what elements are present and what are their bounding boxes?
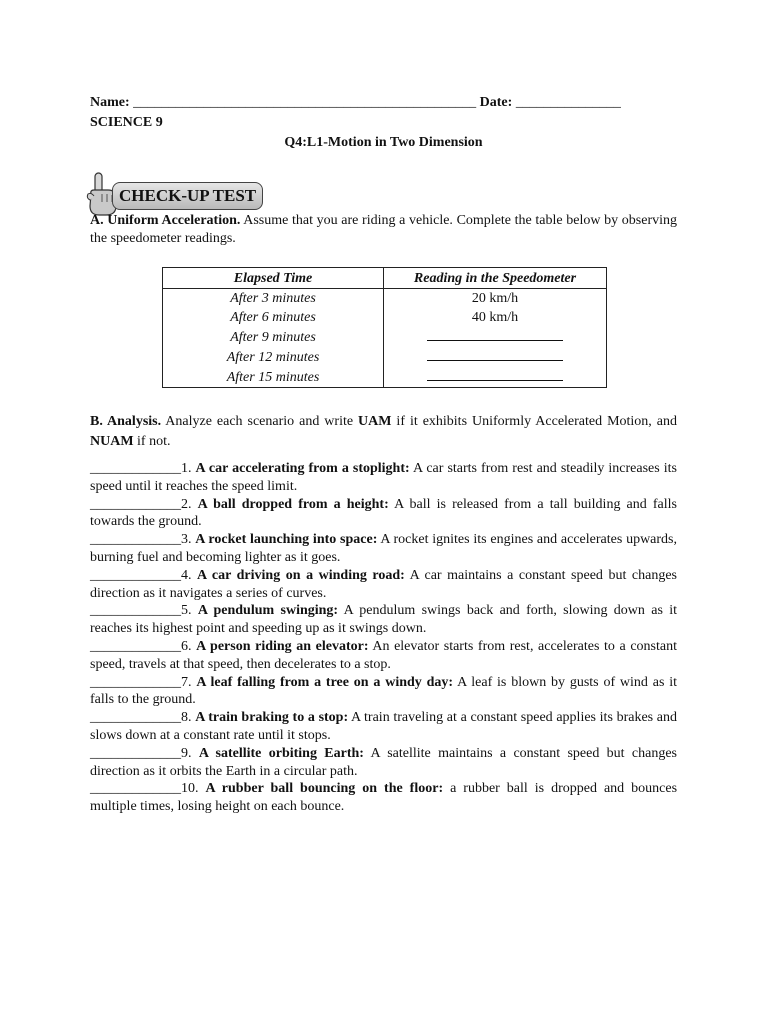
item-title: A pendulum swinging: bbox=[197, 603, 339, 619]
list-item bbox=[90, 674, 677, 710]
item-title: A car driving on a winding road: bbox=[197, 567, 405, 583]
reading-blank-cell[interactable] bbox=[384, 327, 607, 347]
table-row bbox=[163, 367, 607, 388]
item-number: 7. bbox=[181, 674, 192, 690]
table-row bbox=[163, 289, 607, 309]
answer-blank[interactable]: _____________ bbox=[90, 710, 181, 726]
name-date-line bbox=[90, 94, 677, 112]
item-description: A car maintains a constant speed but changes direction as it navigates a series of curves. bbox=[90, 567, 677, 601]
list-item bbox=[90, 567, 677, 603]
section-a-instructions bbox=[90, 212, 677, 248]
list-item bbox=[90, 780, 677, 816]
item-title: A train braking to a stop: bbox=[195, 710, 349, 726]
item-description: A leaf is blown by gusts of wind as it falls to the ground. bbox=[90, 674, 677, 708]
section-b-heading: B. Analysis. bbox=[90, 414, 162, 429]
item-number: 8. bbox=[181, 710, 192, 726]
table-header-row bbox=[163, 268, 607, 289]
list-item bbox=[90, 638, 677, 674]
answer-blank[interactable]: _____________ bbox=[90, 461, 181, 476]
answer-blank-line[interactable] bbox=[427, 347, 563, 361]
item-number: 9. bbox=[181, 745, 192, 761]
name-label: Name: bbox=[90, 95, 130, 110]
elapsed-time-cell: After 6 minutes bbox=[163, 308, 384, 327]
list-item bbox=[90, 531, 677, 567]
subject-label: SCIENCE 9 bbox=[90, 115, 163, 130]
answer-blank[interactable]: _____________ bbox=[90, 674, 181, 690]
speedometer-table bbox=[162, 267, 607, 388]
table-row bbox=[163, 327, 607, 347]
item-number: 5. bbox=[181, 603, 192, 619]
item-description: A satellite maintains a constant speed but changes direction as it orbits the Earth in a circular path. bbox=[90, 745, 677, 779]
section-a-text: Assume that you are riding a vehicle. Complete the table below by observing the speedometer readings. bbox=[90, 213, 677, 246]
item-title: A leaf falling from a tree on a windy day: bbox=[196, 674, 454, 690]
item-number: 1. bbox=[181, 461, 192, 476]
elapsed-time-cell: After 12 minutes bbox=[163, 347, 384, 367]
item-number: 4. bbox=[181, 567, 192, 583]
table-row bbox=[163, 308, 607, 327]
answer-blank[interactable]: _____________ bbox=[90, 745, 181, 761]
answer-blank-line[interactable] bbox=[427, 367, 563, 381]
answer-blank[interactable]: _____________ bbox=[90, 567, 181, 583]
list-item bbox=[90, 745, 677, 781]
item-title: A ball dropped from a height: bbox=[197, 496, 389, 512]
elapsed-time-cell: After 9 minutes bbox=[163, 327, 384, 347]
section-a-heading: A. Uniform Acceleration. bbox=[90, 213, 241, 228]
reading-blank-cell[interactable] bbox=[384, 367, 607, 388]
header-elapsed-time: Elapsed Time bbox=[163, 268, 384, 289]
answer-blank-line[interactable] bbox=[427, 327, 563, 341]
reading-blank-cell[interactable] bbox=[384, 347, 607, 367]
item-description: A car starts from rest and steadily increases its speed until it reaches the speed limit. bbox=[90, 461, 677, 494]
answer-blank[interactable]: _____________ bbox=[90, 781, 181, 797]
date-label: Date: bbox=[479, 95, 513, 110]
item-description: a rubber ball is dropped and bounces multiple times, losing height on each bounce. bbox=[90, 781, 678, 815]
item-description: An elevator starts from rest, accelerates to a constant speed, travels at that speed, then decelerates to a stop. bbox=[90, 638, 677, 672]
answer-blank[interactable]: _____________ bbox=[90, 532, 181, 548]
item-number: 2. bbox=[181, 496, 192, 512]
item-title: A rocket launching into space: bbox=[195, 532, 378, 548]
name-blank: _________________________________________________ bbox=[133, 95, 477, 110]
item-description: A rocket ignites its engines and accelerates upwards, burning fuel and becoming lighter as it goes. bbox=[90, 532, 678, 565]
item-title: A rubber ball bouncing on the floor: bbox=[205, 781, 444, 797]
item-title: A satellite orbiting Earth: bbox=[198, 745, 364, 761]
reading-cell: 40 km/h bbox=[471, 310, 519, 325]
item-description: A ball is released from a tall building and falls towards the ground. bbox=[90, 496, 677, 530]
list-item bbox=[90, 460, 677, 496]
section-b-text: if not. bbox=[133, 434, 171, 449]
item-description: A train traveling at a constant speed applies its brakes and slows down at a constant rate until it stops. bbox=[90, 710, 677, 743]
section-b-text: Analyze each scenario and write bbox=[161, 414, 359, 429]
item-number: 10. bbox=[181, 781, 199, 797]
list-item bbox=[90, 602, 677, 638]
section-b-instructions bbox=[90, 412, 677, 452]
uam-term: UAM bbox=[358, 414, 392, 429]
elapsed-time-cell: After 3 minutes bbox=[163, 289, 384, 309]
answer-blank[interactable]: _____________ bbox=[90, 603, 181, 619]
elapsed-time-cell: After 15 minutes bbox=[163, 367, 384, 388]
check-up-test-label: CHECK-UP TEST bbox=[112, 182, 263, 210]
item-description: A pendulum swings back and forth, slowing down as it reaches its highest point and speeding up as it swings down. bbox=[90, 603, 678, 637]
reading-cell: 20 km/h bbox=[471, 291, 519, 306]
table-row bbox=[163, 347, 607, 367]
answer-blank[interactable]: _____________ bbox=[90, 496, 181, 512]
item-number: 6. bbox=[181, 638, 192, 654]
header-speedometer-reading: Reading in the Speedometer bbox=[384, 268, 607, 289]
nuam-term: NUAM bbox=[90, 434, 134, 449]
answer-blank[interactable]: _____________ bbox=[90, 638, 181, 654]
date-blank: _______________ bbox=[515, 95, 621, 110]
scenario-list bbox=[90, 460, 677, 816]
list-item bbox=[90, 496, 677, 532]
section-b-text: if it exhibits Uniformly Accelerated Motion, and bbox=[391, 414, 677, 429]
item-number: 3. bbox=[181, 532, 192, 548]
item-title: A person riding an elevator: bbox=[196, 638, 369, 654]
item-title: A car accelerating from a stoplight: bbox=[195, 461, 410, 476]
list-item bbox=[90, 709, 677, 745]
lesson-title: Q4:L1-Motion in Two Dimension bbox=[284, 135, 483, 150]
